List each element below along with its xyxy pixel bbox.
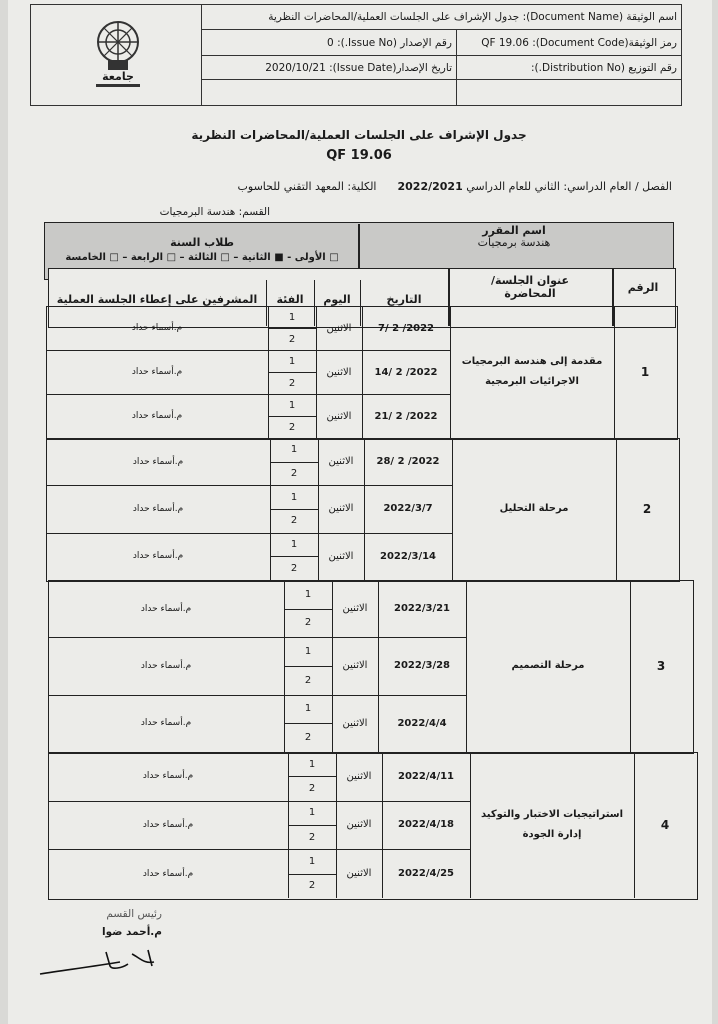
col-date: التاريخ [386, 292, 422, 306]
group-number: 2 [288, 333, 296, 345]
session-day: الاثنين [328, 456, 354, 468]
session-supervisor: م.أسماء حداد [131, 323, 183, 333]
session-supervisor: م.أسماء حداد [131, 411, 183, 421]
session-day: الاثنين [328, 550, 354, 562]
department-info: القسم: هندسة البرمجيات [159, 206, 270, 218]
issue-date: 2020/10/21 [265, 62, 326, 74]
group-number: 1 [304, 646, 312, 658]
session-day: الاثنين [346, 770, 372, 782]
session-date: 2022/4/25 [398, 868, 455, 880]
course-label: اسم المقرر [482, 224, 546, 237]
session-supervisor: م.أسماء حداد [142, 819, 194, 830]
section-title: مرحلة التحليل [499, 503, 569, 514]
group-number: 1 [304, 588, 312, 600]
group-number: 1 [308, 807, 316, 819]
col-day: اليوم [323, 292, 351, 306]
col-supervisors: المشرفين على إعطاء الجلسة العملية [56, 292, 258, 306]
session-date: 2022/4/18 [398, 819, 455, 831]
students-label: طلاب السنة [170, 236, 234, 249]
session-date: 2022/3/21 [394, 603, 451, 615]
group-number: 1 [288, 355, 296, 367]
session-date: 2022/4/11 [398, 770, 455, 782]
section-number: 2 [642, 502, 652, 516]
group-number: 2 [304, 674, 312, 686]
group-number: 2 [290, 515, 298, 527]
group-number: 1 [288, 399, 296, 411]
student-years: □ الأولى - ■ الثانية – □ الثالثة – □ الرابعة – □ الخامسة [65, 252, 339, 263]
group-number: 1 [308, 758, 316, 770]
session-date: 2022/ 2 /7 [377, 322, 435, 334]
issue-no: 0 [327, 37, 334, 49]
session-day: الاثنين [326, 322, 352, 334]
section-number: 3 [656, 659, 666, 673]
section-title-cell [470, 752, 634, 898]
session-date: 2022/ 2 /28 [376, 456, 440, 468]
group-number: 2 [290, 562, 298, 574]
session-date: 2022/4/4 [397, 717, 447, 729]
group-number: 2 [308, 831, 316, 843]
semester-info [238, 180, 672, 193]
session-day: الاثنين [326, 410, 352, 422]
group-number: 1 [290, 444, 298, 456]
group-number: 1 [290, 538, 298, 550]
group-number: 1 [290, 491, 298, 503]
session-supervisor: م.أسماء حداد [140, 603, 192, 614]
issue-no-label: رقم الإصدار (Issue No.): [337, 37, 452, 49]
session-day: الاثنين [342, 603, 368, 615]
col-title: عنوان الجلسة/المحاضرة [490, 274, 570, 300]
head-signature [36, 944, 176, 980]
group-number: 2 [308, 782, 316, 794]
university-logo [30, 4, 200, 104]
doc-name-label: اسم الوثيقة (Document Name): [522, 11, 677, 23]
semester-label: الفصل / العام الدراسي: الثاني للعام الدراسي [466, 180, 672, 193]
session-supervisor: م.أسماء حداد [142, 771, 194, 782]
course-name: هندسة برمجيات [477, 236, 551, 249]
session-supervisor: م.أسماء حداد [140, 660, 192, 671]
page-code: QF 19.06 [326, 148, 392, 163]
col-num: الرقم [627, 280, 659, 294]
section-number: 4 [660, 818, 670, 832]
section-title: مقدمة إلى هندسة البرمجيات [461, 356, 603, 367]
doc-code-label: رمز الوثيقة(Document Code): [532, 37, 677, 49]
doc-name: جدول الإشراف على الجلسات العملية/المحاضرات النظرية [268, 11, 520, 23]
session-day: الاثنين [342, 660, 368, 672]
college-info: الكلية: المعهد التقني للحاسوب [237, 180, 377, 193]
section-title-cell [466, 580, 630, 752]
session-supervisor: م.أسماء حداد [132, 551, 184, 562]
doc-code: QF 19.06 [481, 37, 529, 49]
logo-text: جامعة [102, 70, 134, 83]
section-title-cell [452, 438, 616, 580]
section-number: 1 [640, 365, 650, 379]
section-subtitle: إدارة الجودة [522, 829, 582, 840]
course-cell [360, 224, 668, 250]
session-day: الاثنين [346, 819, 372, 831]
session-supervisor: م.أسماء حداد [140, 718, 192, 729]
group-number: 1 [288, 311, 296, 323]
session-date: 2022/ 2 /14 [374, 366, 438, 378]
group-number: 1 [304, 703, 312, 715]
session-day: الاثنين [342, 717, 368, 729]
issue-date-label: تاريخ الإصدار(Issue Date): [329, 62, 452, 74]
group-number: 2 [308, 880, 316, 892]
group-number: 2 [304, 617, 312, 629]
session-supervisor: م.أسماء حداد [132, 503, 184, 514]
section-subtitle: الاجرائيات البرمجية [485, 376, 579, 387]
section-title-cell [450, 306, 614, 438]
session-supervisor: م.أسماء حداد [131, 367, 183, 377]
group-number: 2 [304, 732, 312, 744]
group-number: 2 [290, 467, 298, 479]
session-date: 2022/3/7 [383, 503, 433, 515]
session-supervisor: م.أسماء حداد [142, 868, 194, 879]
academic-year: 2022/2021 [397, 180, 463, 193]
session-day: الاثنين [328, 503, 354, 515]
head-role: رئيس القسم [106, 908, 162, 920]
col-group: الفئة [276, 292, 304, 306]
section-title: مرحلة التصميم [511, 660, 585, 671]
group-number: 2 [288, 377, 296, 389]
group-number: 1 [308, 855, 316, 867]
session-day: الاثنين [346, 868, 372, 880]
session-supervisor: م.أسماء حداد [132, 456, 184, 467]
session-date: 2022/3/14 [380, 550, 437, 562]
head-name: م.أحمد ضوا [102, 926, 162, 938]
section-title: استراتيجيات الاختبار والتوكيد [480, 809, 624, 820]
group-number: 2 [288, 421, 296, 433]
session-date: 2022/ 2 /21 [374, 410, 438, 422]
distribution-label: رقم التوزيع (Distribution No.): [531, 62, 677, 74]
session-date: 2022/3/28 [394, 660, 451, 672]
page-title: جدول الإشراف على الجلسات العملية/المحاضرات النظرية [191, 128, 527, 142]
session-day: الاثنين [326, 366, 352, 378]
